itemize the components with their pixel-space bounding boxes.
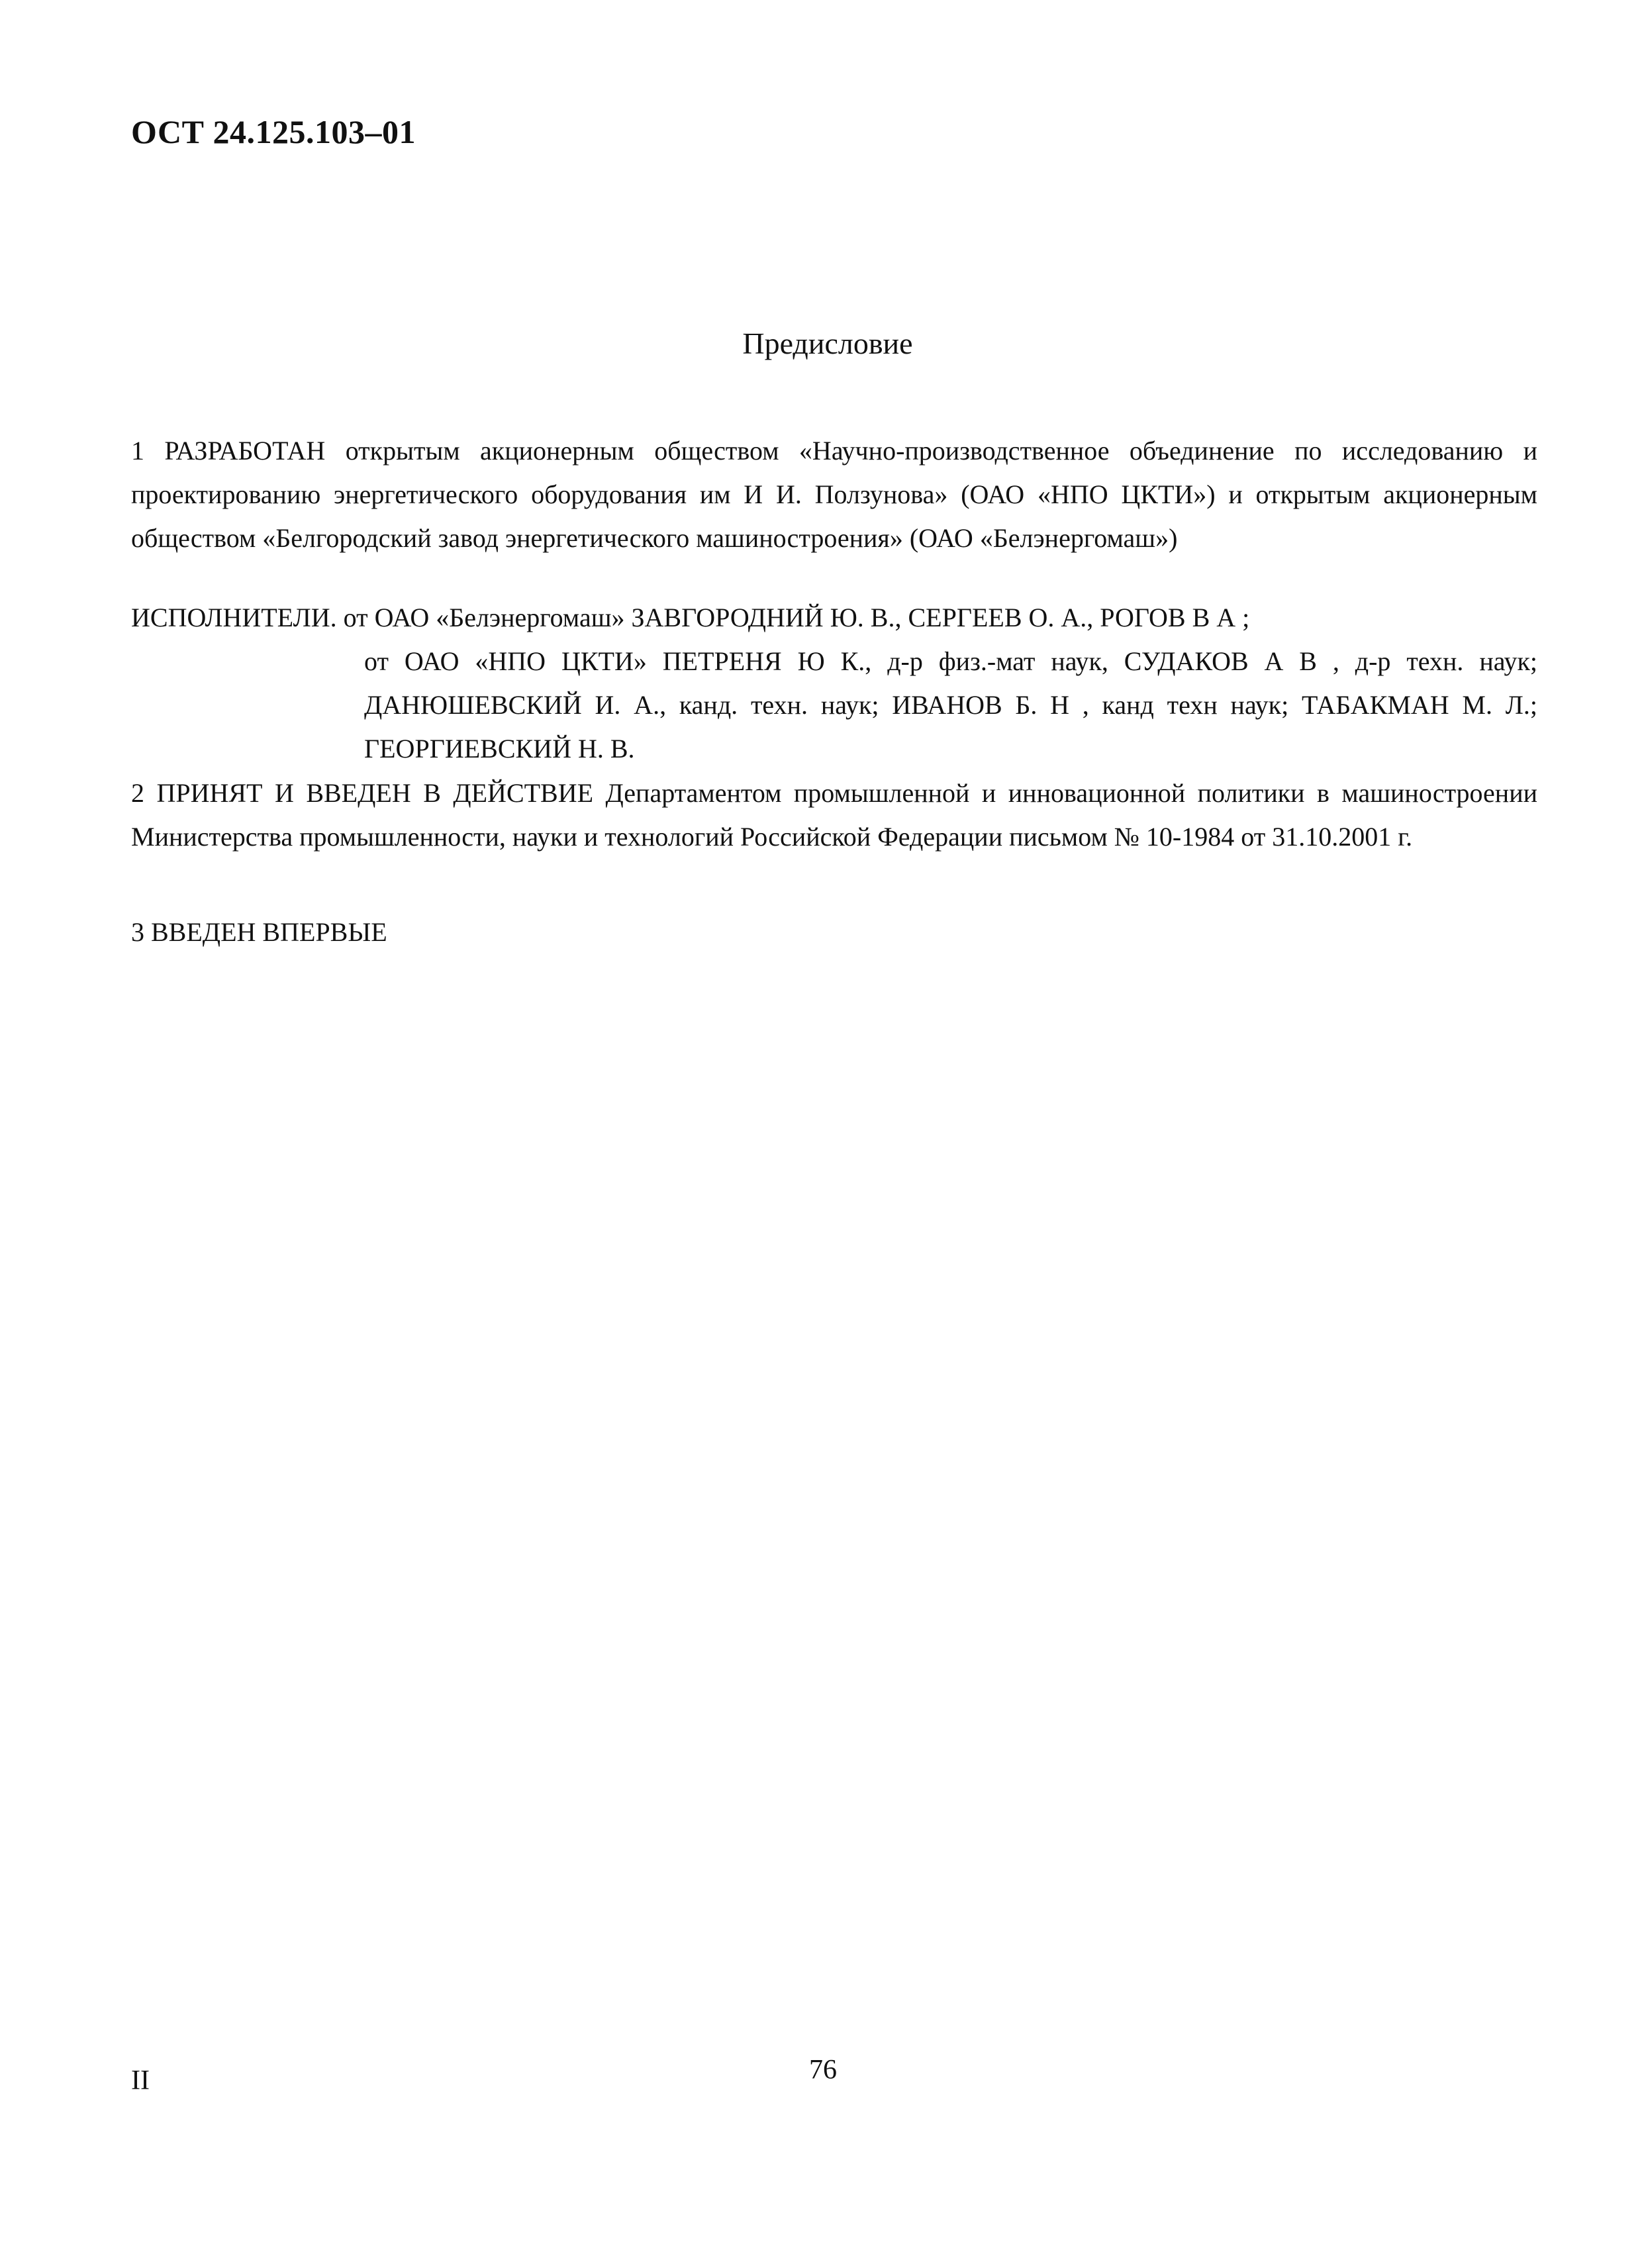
executors-block [131, 596, 1537, 771]
executors-rest-text: от ОАО «НПО ЦКТИ» ПЕТРЕНЯ Ю К., д-р физ.-мат наук, СУДАКОВ А В , д-р техн. наук; ДАНЮШЕВСКИЙ И. А., канд. техн. наук; ИВАНОВ Б. Н , канд техн наук; ТАБАКМАН М. Л.; ГЕОРГИЕВСКИЙ Н. В. [364, 646, 1537, 764]
section-title: Предисловие [742, 326, 913, 360]
executors-line1-text: от ОАО «Белэнергомаш» ЗАВГОРОДНИЙ Ю. В., СЕРГЕЕВ О. А., РОГОВ В А ; [343, 603, 1250, 632]
paragraph-accepted: 2 ПРИНЯТ И ВВЕДЕН В ДЕЙСТВИЕ Департаментом промышленной и инновационной политики в машиностроении Министерства промышленности, науки и технологий Российской Федерации письмом № 10-1984 от 31.10.2001 г. [131, 778, 1537, 852]
executors-first-line [131, 596, 1537, 640]
page-number: 76 [809, 2055, 837, 2085]
roman-page-number: II [131, 2065, 150, 2096]
paragraph-developed: 1 РАЗРАБОТАН открытым акционерным обществом «Научно-производственное объединение по исследованию и проектированию энергетического оборудования им И И. Ползунова» (ОАО «НПО ЦКТИ») и открытым акционерным обществом «Белгородский завод энергетического машиностроения» (ОАО «Белэнергомаш») [131, 436, 1537, 553]
paragraph-first-introduced: 3 ВВЕДЕН ВПЕРВЫЕ [131, 917, 387, 947]
executors-label: ИСПОЛНИТЕЛИ. [131, 603, 337, 632]
document-code: ОСТ 24.125.103–01 [131, 113, 416, 150]
